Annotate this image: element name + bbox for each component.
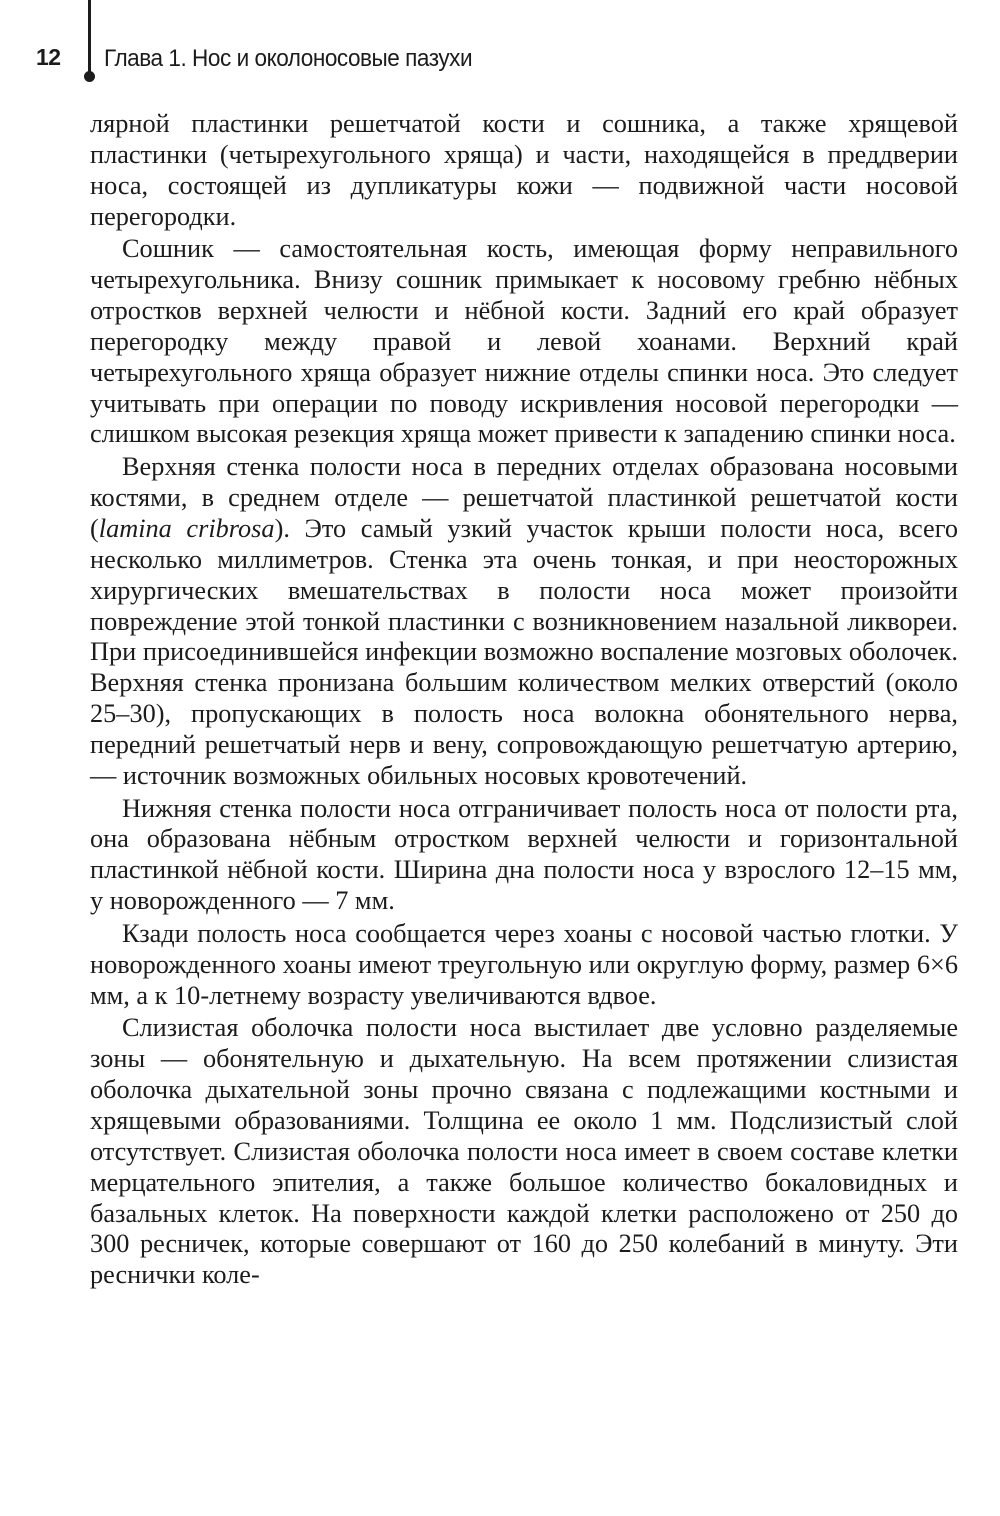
paragraph: лярной пластинки решетчатой кости и сошника, а также хрящевой пластинки (четырехугольного хряща) и части, находящейся в преддверии носа, состоящей из дупликатуры кожи — подвижной части носовой перегородки. <box>90 109 958 231</box>
page-number: 12 <box>36 44 61 70</box>
paragraph-text: Верхняя стенка полости носа в передних отделах образована носовыми костями, в среднем отделе — решетчатой пластинкой решетчатой кости ( <box>90 452 958 543</box>
paragraph: Сошник — самостоятельная кость, имеющая форму неправильного четырехугольника. Внизу сошник примыкает к носовому гребню нёбных отростков верхней челюсти и нёбной кости. Задний его край образует перегородку между правой и левой хоанами. Верхний край четырехугольного хряща образует нижние отделы спинки носа. Это следует учитывать при операции по поводу искривления носовой перегородки — слишком высокая резекция хряща может привести к западению спинки носа. <box>90 234 958 449</box>
paragraph: Слизистая оболочка полости носа выстилает две условно разделяемые зоны — обонятельную и дыхательную. На всем протяжении слизистая оболочка дыхательной зоны прочно связана с подлежащими костными и хрящевыми образованиями. Толщина ее около 1 мм. Подслизистый слой отсутствует. Слизистая оболочка полости носа имеет в своем составе клетки мерцательного эпителия, а также большое количество бокаловидных и базальных клеток. На поверхности каждой клетки расположено от 250 до 300 ресничек, которые совершают от 160 до 250 колебаний в минуту. Эти реснички коле- <box>90 1013 958 1290</box>
header-rule-dot <box>84 71 95 82</box>
header-rule <box>88 0 91 76</box>
paragraph <box>90 452 958 791</box>
latin-term: lamina cribrosa <box>98 513 275 543</box>
body-text <box>90 109 958 1291</box>
paragraph-text: ). Это самый узкий участок крыши полости носа, всего несколько миллиметров. Стенка эта очень тонкая, и при неосторожных хирургических вмешательствах в полости носа может произойти повреждение этой тонкой пластинки с возникновением назальной ликвореи. При присоединившейся инфекции возможно воспаление мозговых оболочек. Верхняя стенка пронизана большим количеством мелких отверстий (около 25–30), пропускающих в полость носа волокна обонятельного нерва, передний решетчатый нерв и вену, сопровождающую решетчатую артерию, — источник возможных обильных носовых кровотечений. <box>90 513 958 790</box>
running-head: Глава 1. Нос и околоносовые пазухи <box>104 45 473 72</box>
paragraph: Нижняя стенка полости носа отграничивает полость носа от полости рта, она образована нёбным отростком верхней челюсти и горизонтальной пластинкой нёбной кости. Ширина дна полости носа у взрослого 12–15 мм, у новорожденного — 7 мм. <box>90 793 958 916</box>
paragraph: Кзади полость носа сообщается через хоаны с носовой частью глотки. У новорожденного хоаны имеют треугольную или округлую форму, размер 6×6 мм, а к 10-летнему возрасту увеличиваются вдвое. <box>90 918 958 1010</box>
